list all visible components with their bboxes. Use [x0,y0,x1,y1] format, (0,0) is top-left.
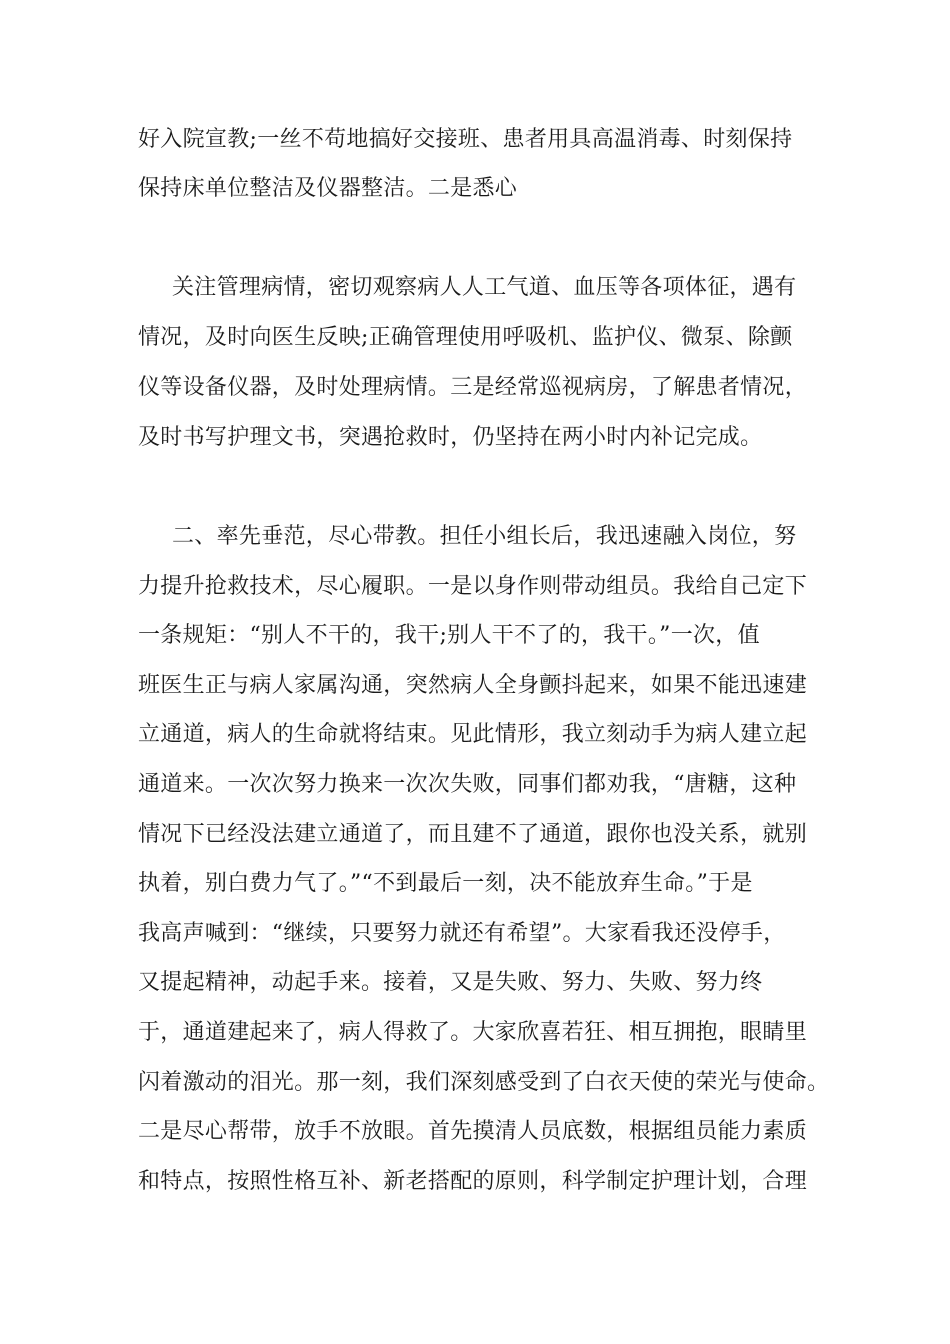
text-line: 又提起精神，动起手来。接着，又是失败、努力、失败、努力终 [138,970,763,995]
text-line: 于，通道建起来了，病人得救了。大家欣喜若狂、相互拥抱，眼睛里 [138,1020,808,1045]
text-line: 仪等设备仪器，及时处理病情。三是经常巡视病房，了解患者情况， [138,375,808,400]
text-line: 二是尽心帮带，放手不放眼。首先摸清人员底数，根据组员能力素质 [138,1119,808,1144]
text-line: 一条规矩：“别人不干的，我干;别人干不了的，我干。”一次，值 [138,623,760,648]
text-line: 立通道，病人的生命就将结束。见此情形，我立刻动手为病人建立起 [138,722,808,747]
text-line: 二、率先垂范，尽心带教。担任小组长后，我迅速融入岗位，努 [172,524,797,549]
text-line: 情况，及时向医生反映;正确管理使用呼吸机、监护仪、微泵、除颤 [138,325,793,350]
text-line: 关注管理病情，密切观察病人人工气道、血压等各项体征，遇有 [172,275,797,300]
text-line: 力提升抢救技术，尽心履职。一是以身作则带动组员。我给自己定下 [138,574,808,599]
text-line: 情况下已经没法建立通道了，而且建不了通道，跟你也没关系，就别 [138,822,808,847]
text-line: 好入院宣教;一丝不苟地搞好交接班、患者用具高温消毒、时刻保持 [138,127,793,152]
text-line: 闪着激动的泪光。那一刻，我们深刻感受到了白衣天使的荣光与使命。 [138,1070,830,1095]
text-line: 班医生正与病人家属沟通，突然病人全身颤抖起来，如果不能迅速建 [138,673,808,698]
text-line: 及时书写护理文书，突遇抢救时，仍坚持在两小时内补记完成。 [138,425,763,450]
text-line: 执着，别白费力气了。”“不到最后一刻，决不能放弃生命。”于是 [138,871,753,896]
text-line: 和特点，按照性格互补、新老搭配的原则，科学制定护理计划，合理 [138,1169,808,1194]
text-line: 我高声喊到：“继续，只要努力就还有希望”。大家看我还没停手， [138,921,786,946]
text-line: 通道来。一次次努力换来一次次失败，同事们都劝我，“唐糖，这种 [138,772,797,797]
text-line: 保持床单位整洁及仪器整洁。二是悉心 [138,176,518,201]
